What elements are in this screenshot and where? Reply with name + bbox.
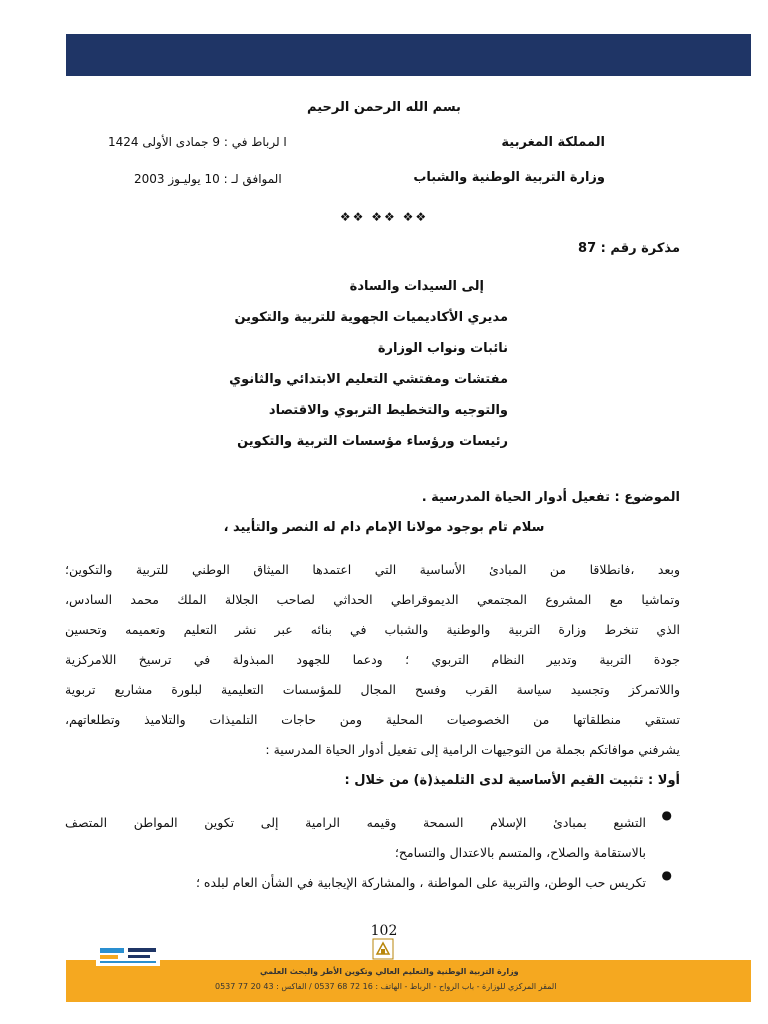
- body-paragraph: [65, 555, 680, 765]
- body-line: وتماشيا مع المشروع المجتمعي الديموقراطي الحداثي لصاحب الجلالة الملك محمد السادس،: [65, 592, 680, 607]
- body-line: تستقي منطلقاتها من الخصوصيات المحلية ومن حاجات التلميذات والتلاميذ وتطلعاتهم،: [65, 712, 680, 727]
- footer-contact: المقر المركزي للوزارة - باب الرواح - الرباط - الهاتف : 16 72 68 0537 / الفاكس : 43 20 77 0537: [215, 982, 557, 991]
- body-line: الذي تنخرط وزارة التربية والوطنية والشباب في بنائه عبر نشر التعليم وتعميمه وتحسين: [65, 622, 680, 637]
- bullet-item: [65, 868, 680, 898]
- bullet-list: [65, 808, 680, 898]
- recipients-list: [229, 271, 508, 457]
- ministry-emblem-icon: [372, 938, 394, 960]
- subject-line: الموضوع : تفعيل أدوار الحياة المدرسية .: [421, 490, 680, 505]
- recipient-line: والتوجيه والتخطيط التربوي والاقتصاد: [268, 403, 508, 418]
- recipient-line: مديري الأكاديميات الجهوية للتربية والتكوين: [234, 310, 508, 325]
- bullet-icon: ●: [661, 808, 672, 822]
- date-hijri: ا لرباط في : 9 جمادى الأولى 1424: [108, 135, 287, 149]
- separator-ornament: ❖❖ ❖❖ ❖❖: [339, 210, 429, 224]
- greeting-line: سلام تام بوجود مولانا الإمام دام له النصر والتأييد ،: [223, 520, 545, 535]
- body-line: واللاتمركز وتجسيد سياسة القرب وفسح المجال للمؤسسات التعليمية لبلورة مشاريع تربوية: [65, 682, 680, 697]
- footer-ministry: وزارة التربية الوطنية والتعليم العالي وتكوين الأطر والبحث العلمي: [260, 967, 519, 976]
- partner-logo-icon: [96, 940, 160, 970]
- basmala: بسم الله الرحمن الرحيم: [307, 100, 461, 115]
- section-title: أولا : تثبيت القيم الأساسية لدى التلميذ(ة) من خلال :: [344, 773, 680, 788]
- bullet-text: التشبع بمبادئ الإسلام السمحة وقيمه الرامية إلى تكوين المواطن المتصف: [65, 815, 646, 830]
- bullet-item: [65, 808, 680, 868]
- page-number: 102: [370, 923, 398, 939]
- memo-number: مذكرة رقم : 87: [578, 241, 680, 256]
- body-line: وبعد ،فانطلاقا من المبادئ الأساسية التي اعتمدها الميثاق الوطني للتربية والتكوين؛: [65, 562, 680, 577]
- ministry-label: وزارة التربية الوطنية والشباب: [413, 170, 605, 185]
- kingdom-label: المملكة المغربية: [501, 135, 605, 150]
- recipient-line: نائبات ونواب الوزارة: [377, 341, 508, 356]
- recipient-line: مفتشات ومفتشي التعليم الابتدائي والثانوي: [229, 372, 508, 387]
- bullet-text: تكريس حب الوطن، والتربية على المواطنة ، والمشاركة الإيجابية في الشأن العام لبلده ؛: [195, 875, 646, 890]
- recipient-line: إلى السيدات والسادة: [349, 279, 484, 294]
- bullet-text: بالاستقامة والصلاح، والمتسم بالاعتدال والتسامح؛: [394, 845, 646, 860]
- body-line: جودة التربية وتدبير النظام التربوي ؛ ودعما للجهود المبذولة في ترسيخ اللامركزية: [65, 652, 680, 667]
- body-line: يشرفني موافاتكم بجملة من التوجيهات الرامية إلى تفعيل أدوار الحياة المدرسية :: [265, 742, 680, 757]
- bullet-icon: ●: [661, 868, 672, 882]
- recipient-line: رئيسات ورؤساء مؤسسات التربية والتكوين: [237, 434, 508, 449]
- date-gregorian: الموافق لـ : 10 يوليـوز 2003: [134, 172, 282, 186]
